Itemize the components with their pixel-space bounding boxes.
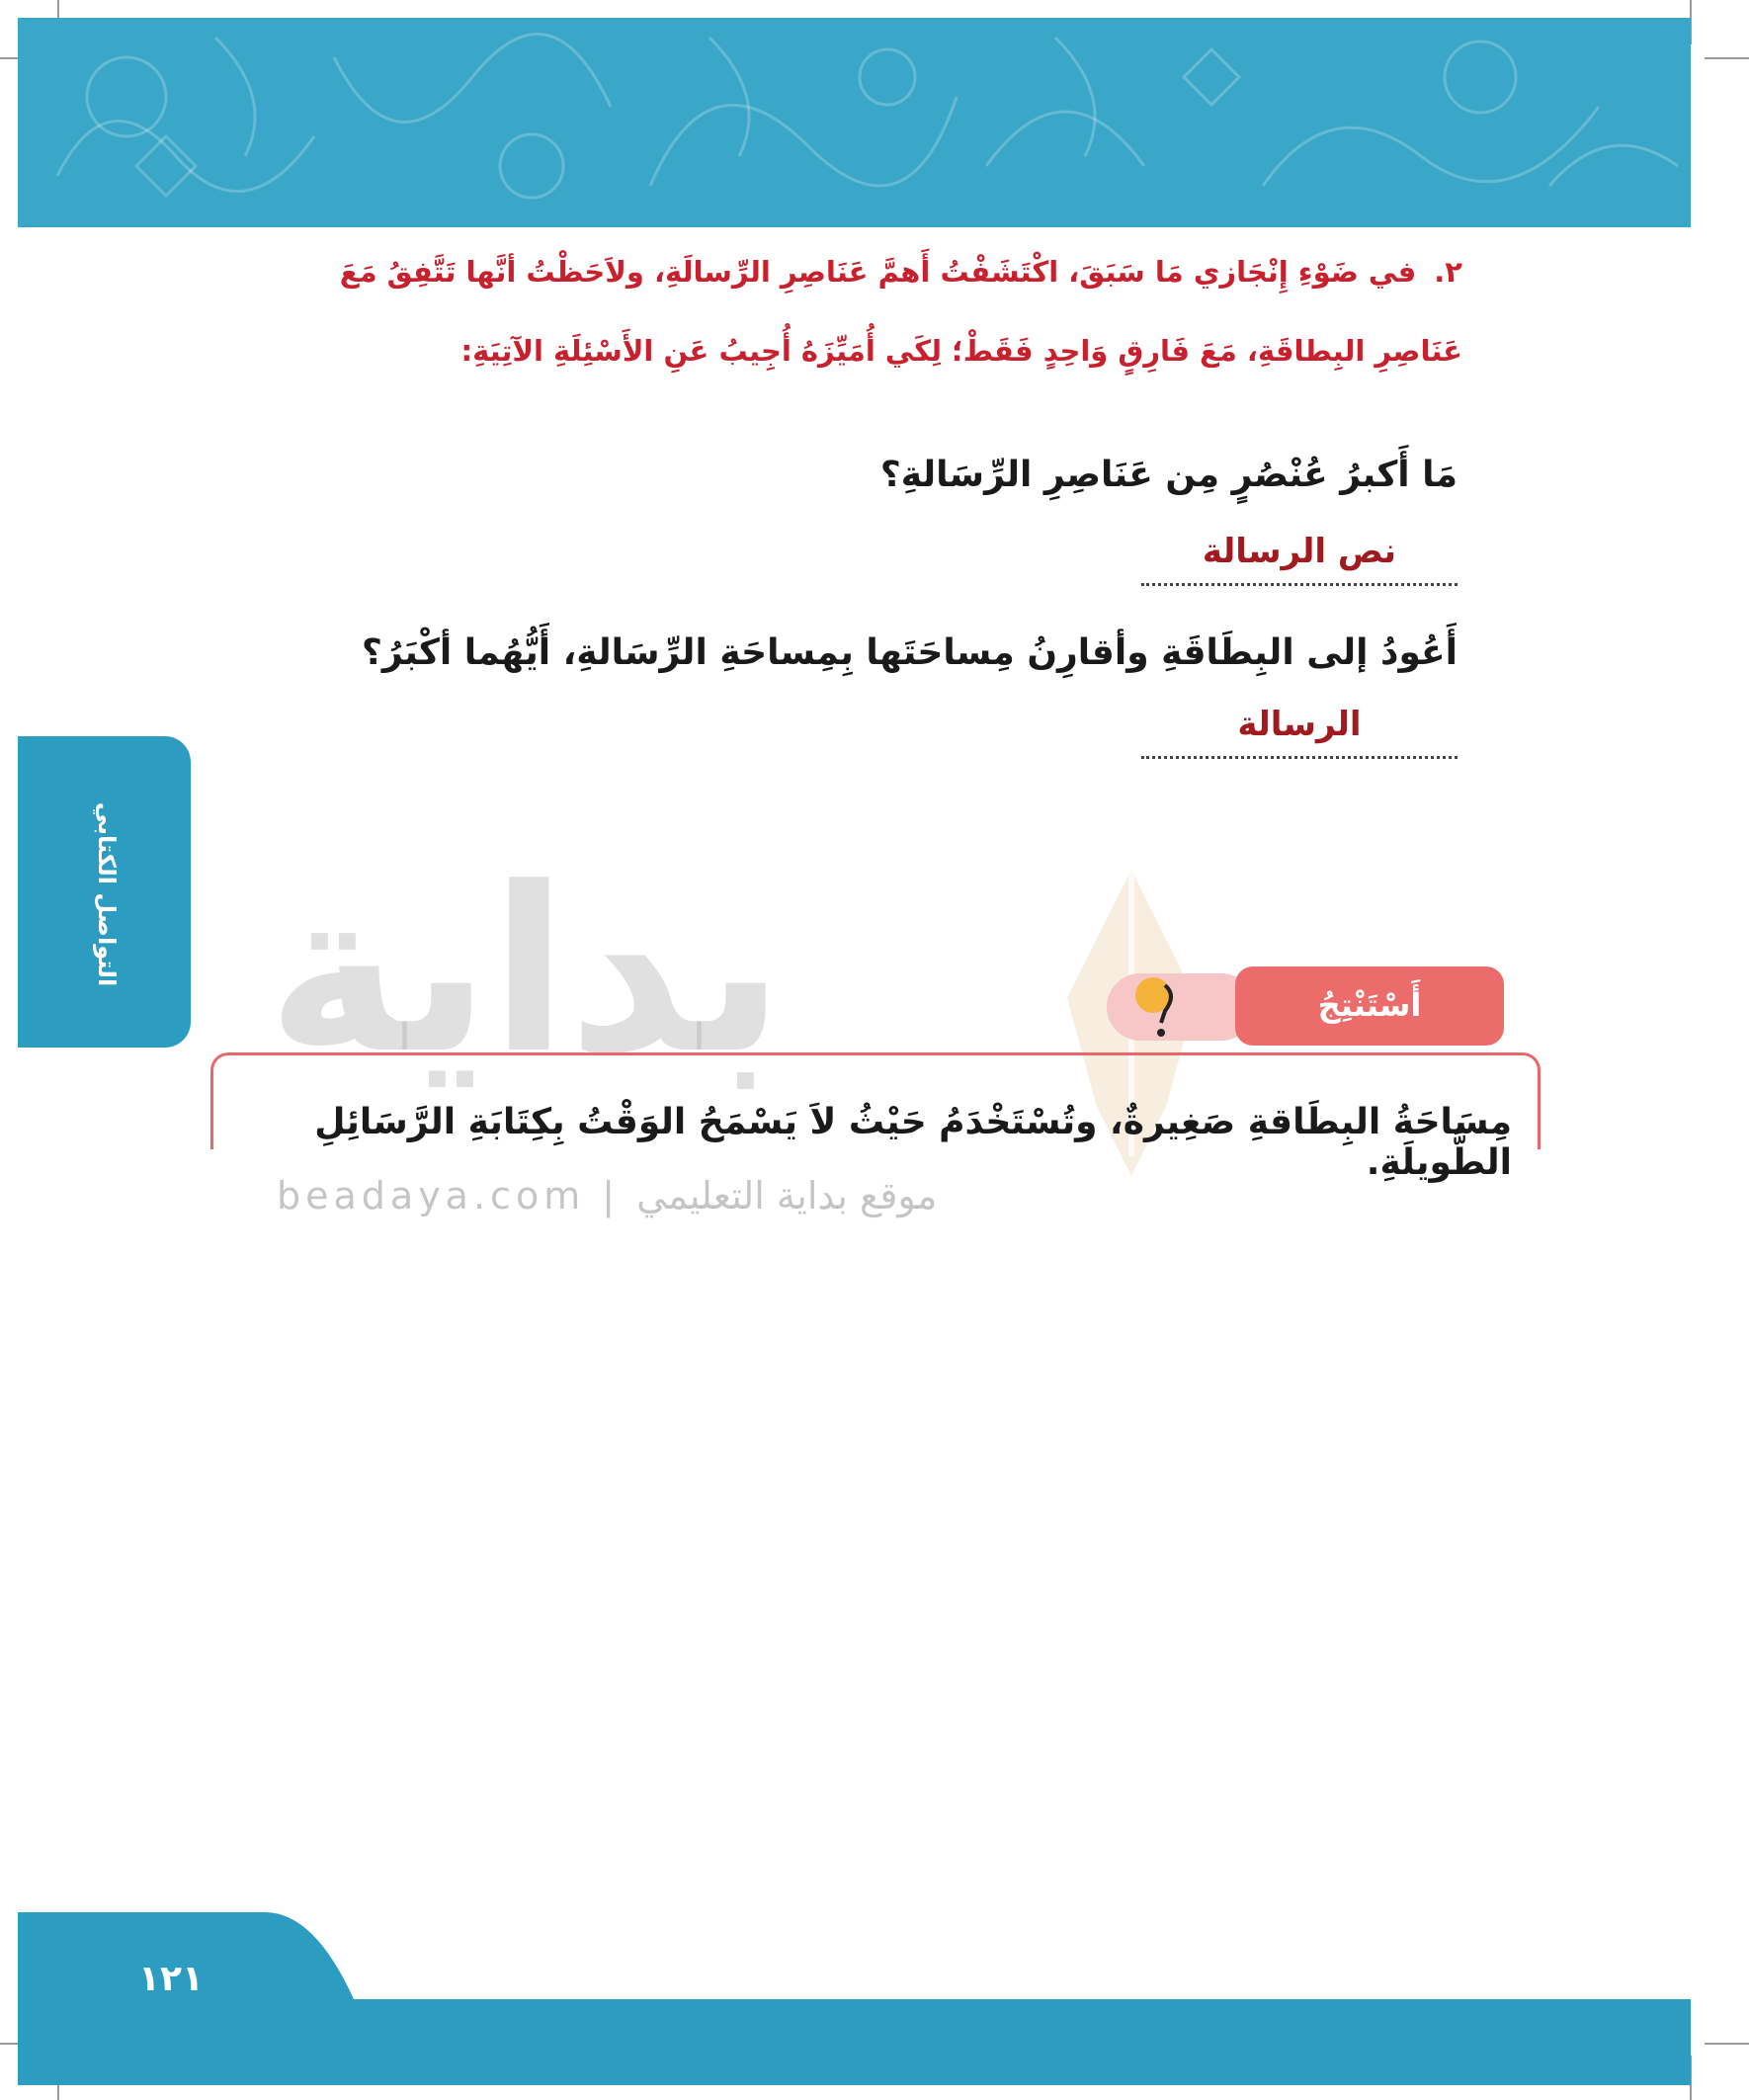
footer-bar (18, 1912, 1691, 2085)
conclusion-tab: أَسْتَنْتِجُ (1235, 966, 1504, 1046)
answer-field-1[interactable]: نص الرسالة (1141, 524, 1458, 586)
watermark-url: beadaya.com | موقع بداية التعليمي (277, 1174, 938, 1218)
header-banner (18, 18, 1691, 227)
crop-mark (1705, 2043, 1749, 2045)
lightbulb-question-icon (1131, 973, 1181, 1043)
side-tab-label: التواصل الكتابي (93, 801, 121, 987)
conclusion-tab-shadow (1107, 973, 1255, 1041)
answer-field-2[interactable]: الرسالة (1141, 697, 1458, 759)
question-1: مَا أَكبرُ عُنْصُرٍ مِن عَنَاصِرِ الرِّسَالةِ؟ (879, 455, 1458, 495)
crop-mark (1705, 57, 1749, 59)
question-2: أَعُودُ إلى البِطَاقَةِ وأقارِنُ مِساحَتَها بِمِساحَةِ الرِّسَالةِ، أَيُّهُما أكْبَرُ؟ (362, 632, 1458, 673)
instruction-text (267, 232, 1462, 390)
watermark-logo-word: بداية (267, 840, 785, 1104)
calligraphy-pattern-icon (18, 18, 1691, 227)
instruction-line-1: في ضَوْءِ إِنْجَازي مَا سَبَقَ، اكْتَشَفْتُ أَهمَّ عَنَاصِرِ الرِّسالَةِ، ولاَحَظْتُ أنَّها تَتَّفِقُ مَعَ (339, 255, 1417, 289)
instruction-number: ٢. (1434, 255, 1462, 289)
instruction-line-2: عَنَاصِرِ البِطاقَةِ، مَعَ فَارِقٍ وَاحِدٍ فَقَطْ؛ لِكَي أُمَيِّزَهُ أُجِيبُ عَنِ الأَسْئِلَةِ الآتِيَةِ: (460, 334, 1462, 368)
page-number: ١٢١ (138, 1959, 204, 1999)
conclusion-text: مِسَاحَةُ البِطَاقةِ صَغِيرةٌ، وتُسْتَخْدَمُ حَيْثُ لاَ يَسْمَحُ الوَقْتُ بِكِتَابَةِ الرَّسَائِلِ الطَّويلَةِ. (314, 1102, 1512, 1183)
